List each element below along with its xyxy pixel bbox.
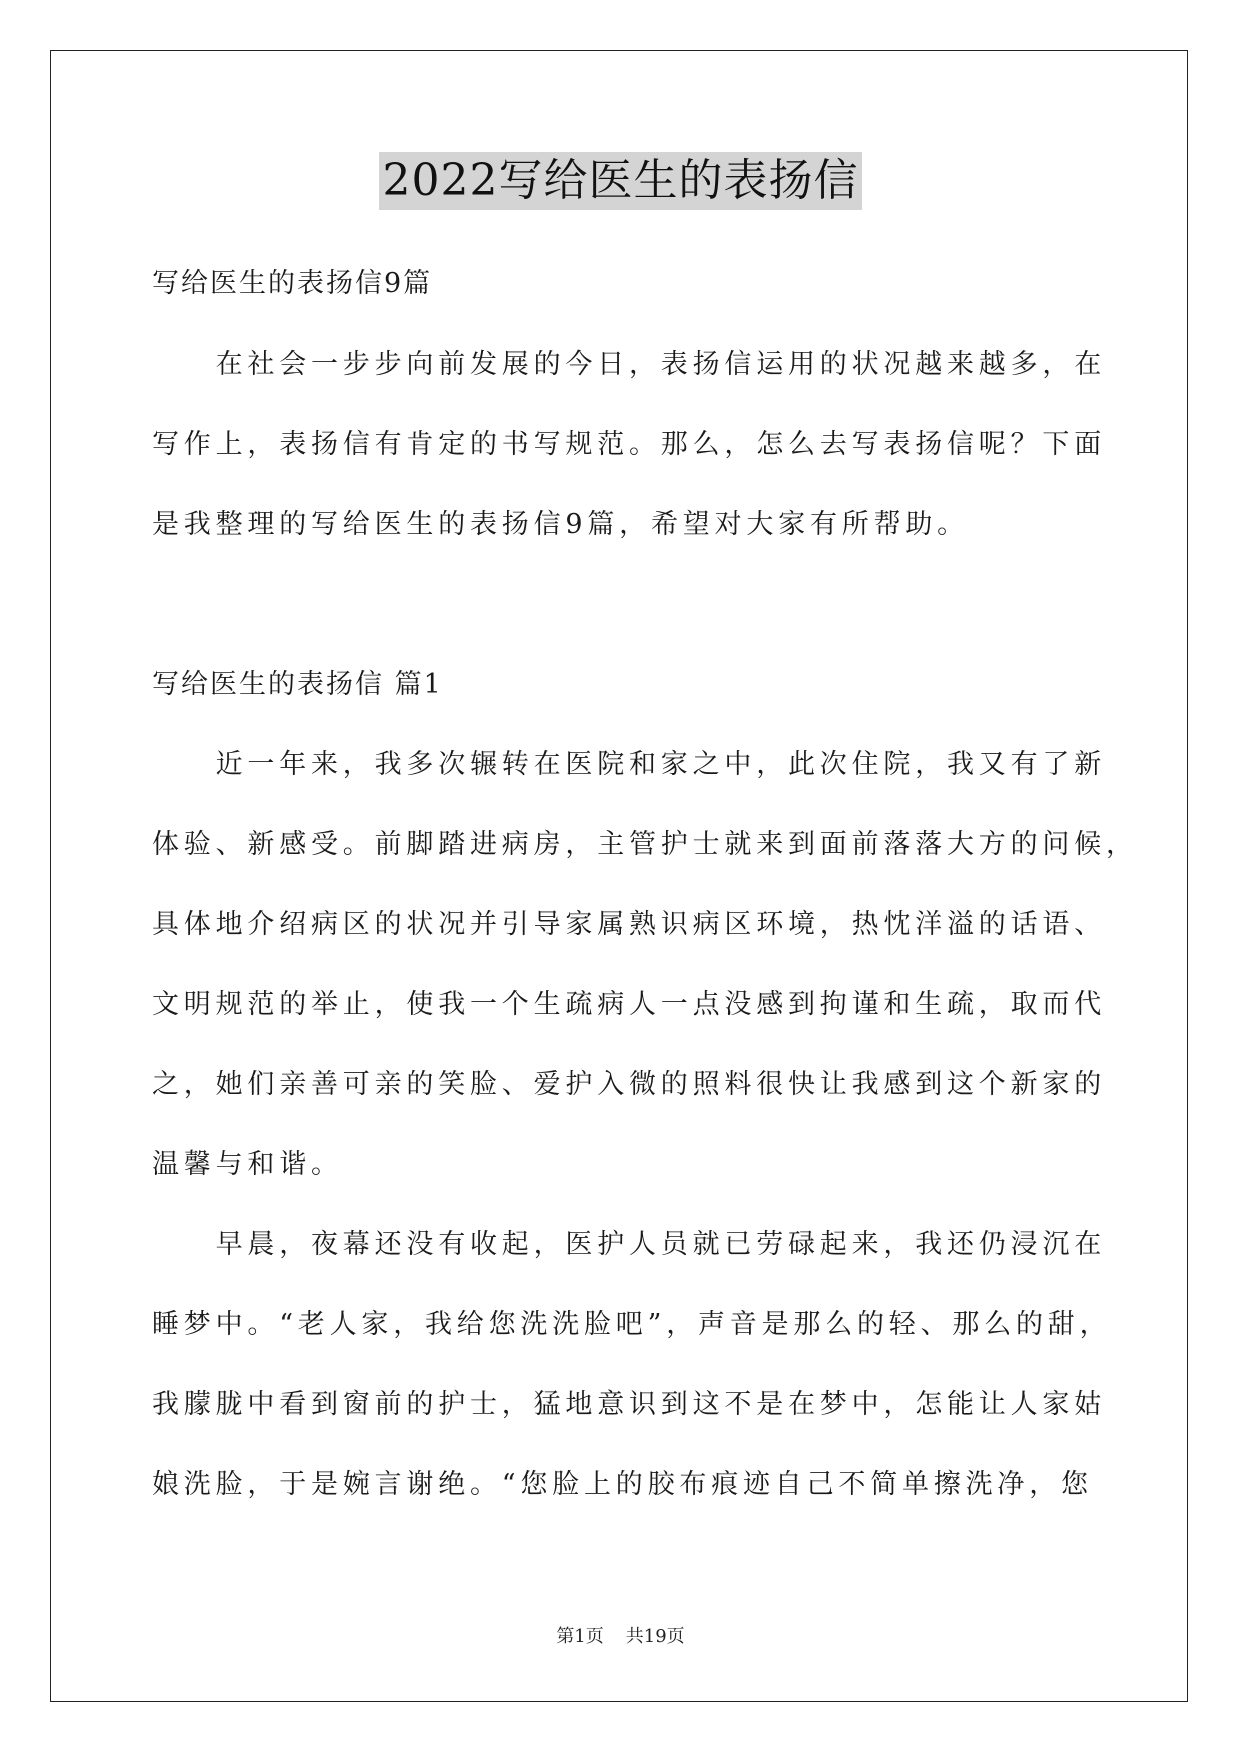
body-line: 温馨与和谐。	[152, 1149, 343, 1180]
body-line: 早晨，夜幕还没有收起，医护人员就已劳碌起来，我还仍浸沉在	[152, 1229, 1106, 1260]
body-line: 近一年来，我多次辗转在医院和家之中，此次住院，我又有了新	[152, 749, 1106, 780]
body-line: 我朦胧中看到窗前的护士，猛地意识到这不是在梦中，怎能让人家姑	[152, 1389, 1106, 1420]
body-line: 睡梦中。“老人家，我给您洗洗脸吧”，声音是那么的轻、那么的甜，	[152, 1309, 1112, 1340]
body-line: 之，她们亲善可亲的笑脸、爱护入微的照料很快让我感到这个新家的	[152, 1069, 1106, 1100]
section-heading: 写给医生的表扬信 篇1	[152, 669, 443, 700]
body-line: 是我整理的写给医生的表扬信9篇，希望对大家有所帮助。	[152, 509, 969, 540]
title-container	[0, 152, 1241, 210]
body-line: 具体地介绍病区的状况并引导家属熟识病区环境，热忱洋溢的话语、	[152, 909, 1106, 940]
body-line: 娘洗脸，于是婉言谢绝。“您脸上的胶布痕迹自己不简单擦洗净，您	[152, 1469, 1093, 1500]
body-line: 体验、新感受。前脚踏进病房，主管护士就来到面前落落大方的问候，	[152, 829, 1138, 860]
body-line: 写作上，表扬信有肯定的书写规范。那么，怎么去写表扬信呢？下面	[152, 429, 1106, 460]
subtitle-line: 写给医生的表扬信9篇	[152, 268, 433, 299]
page-number: 第1页	[556, 1626, 604, 1647]
body-line: 在社会一步步向前发展的今日，表扬信运用的状况越来越多，在	[152, 349, 1106, 380]
page-total: 共19页	[625, 1626, 685, 1647]
page-footer	[0, 1622, 1241, 1648]
body-line: 文明规范的举止，使我一个生疏病人一点没感到拘谨和生疏，取而代	[152, 989, 1106, 1020]
document-title: 2022写给医生的表扬信	[379, 152, 863, 210]
